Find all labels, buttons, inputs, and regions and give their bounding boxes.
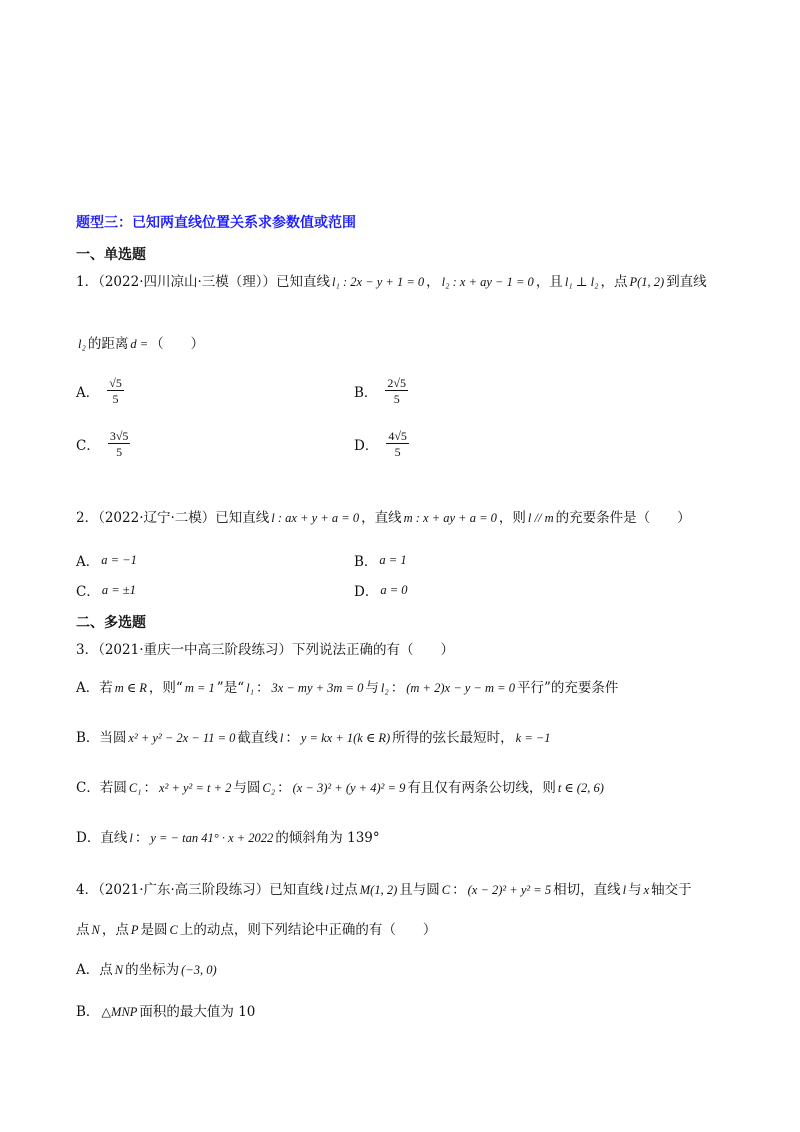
q3-option-d[interactable]: D．直线 l ： y = − tan 41° · x + 2022 的倾斜角为 139° — [76, 830, 380, 846]
q2-stem: 2．（2022·辽宁·二模）已知直线 l : ax + y + a = 0 ，直线 m : x + ay + a = 0 ，则 l // m 的充要条件是（ ） — [76, 510, 691, 526]
q2-option-a[interactable]: A． a = −1 — [76, 552, 137, 570]
q4-option-a[interactable]: A．点 N 的坐标为 (−3, 0) — [76, 962, 217, 978]
math: m : x + ay + a = 0 — [403, 511, 497, 525]
math: l // m — [527, 511, 554, 525]
q3-option-c[interactable]: C．若圆 C₁ ： x² + y² = t + 2 与圆 C₂ ： (x − 3)² + (y + 4)² = 9 有且仅有两条公切线，则 t ∈ (2, 6) — [76, 780, 604, 796]
q3-option-b[interactable]: B．当圆 x² + y² − 2x − 11 = 0 截直线 l ： y = kx + 1(k ∈ R) 所得的弦长最短时， k = −1 — [76, 730, 551, 746]
heading-multi-choice: 二、多选题 — [76, 615, 146, 631]
fraction: $\frac{2√5}{5}$ — [387, 376, 407, 406]
q1-option-c[interactable]: C． $\frac{3√5}{5}$ — [76, 429, 129, 459]
heading-single-choice: 一、单选题 — [76, 247, 146, 263]
q4-option-b[interactable]: B． △MNP 面积的最大值为 10 — [76, 1004, 256, 1020]
fraction: $\frac{4√5}{5}$ — [388, 429, 407, 459]
math: l₂ : x + ay − 1 = 0 — [441, 275, 534, 289]
q2-option-c[interactable]: C． a = ±1 — [76, 582, 136, 600]
fraction: $\frac{3√5}{5}$ — [109, 429, 129, 459]
q4-stem-line2: 点 N ，点 P 是圆 C 上的动点，则下列结论中正确的有（ ） — [76, 922, 437, 938]
q3-option-a[interactable]: A．若 m ∈ R ，则“ m = 1 ”是“ l₁ ： 3x − my + 3m = 0 与 l₂ ： (m + 2)x − y − m = 0 平行”的充要条件 — [76, 680, 619, 696]
math: d = — [130, 337, 149, 351]
math: l₂ — [78, 337, 86, 351]
math: l : ax + y + a = 0 — [271, 511, 360, 525]
q4-stem-line1: 4．（2021·广东·高三阶段练习）已知直线 l 过点 M(1, 2) 且与圆 C ： (x − 2)² + y² = 5 相切，直线 l 与 x 轴交于 — [76, 882, 692, 898]
math: l₁ ⊥ l₂ — [564, 275, 599, 289]
q2-option-d[interactable]: D． a = 0 — [354, 582, 408, 600]
section-title: 题型三：已知两直线位置关系求参数值或范围 — [76, 215, 356, 231]
math: l₁ : 2x − y + 1 = 0 — [332, 275, 425, 289]
q1-option-a[interactable]: A． $\frac{√5}{5}$ — [76, 376, 122, 406]
q1-option-d[interactable]: D． $\frac{4√5}{5}$ — [354, 429, 407, 459]
q1-stem-line1: 1．（2022·四川凉山·三模（理））已知直线 l₁ : 2x − y + 1 = 0 ， l₂ : x + ay − 1 = 0 ，且 l₁ ⊥ l₂ ，点 P(1, 2) 到直线 — [76, 274, 707, 290]
math: P(1, 2) — [629, 275, 665, 289]
q3-stem: 3．（2021·重庆一中高三阶段练习）下列说法正确的有（ ） — [76, 642, 454, 658]
q2-option-b[interactable]: B． a = 1 — [354, 552, 407, 570]
q1-stem-line2: l₂ 的距离 d = （ ） — [78, 336, 205, 352]
fraction: $\frac{√5}{5}$ — [109, 376, 122, 406]
q1-option-b[interactable]: B． $\frac{2√5}{5}$ — [354, 376, 407, 406]
